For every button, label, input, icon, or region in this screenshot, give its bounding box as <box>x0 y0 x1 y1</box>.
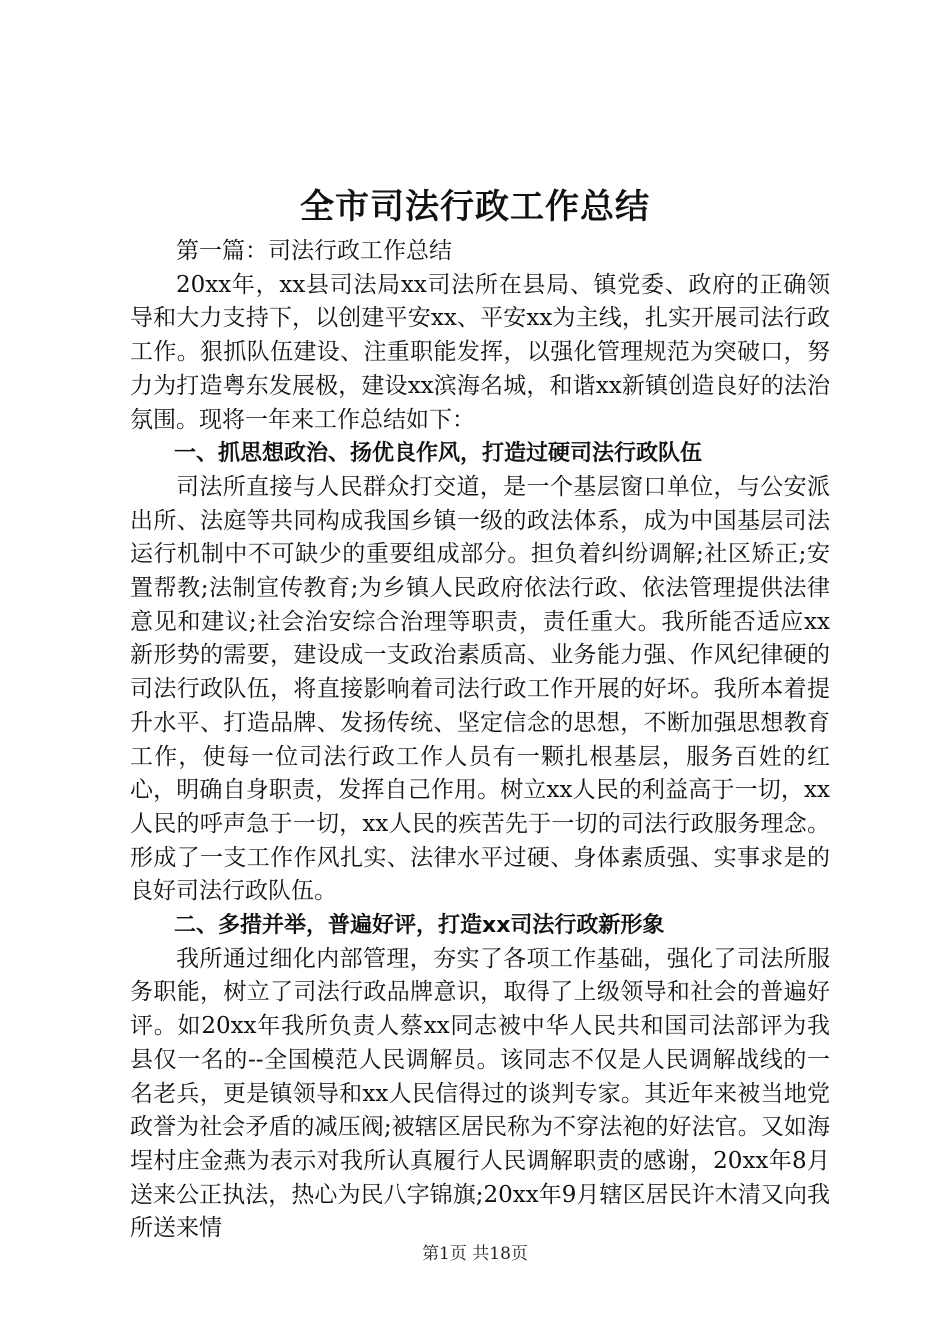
section-heading-2: 二、多措并举，普遍好评，打造xx司法行政新形象 <box>174 913 665 939</box>
intro-paragraph: 20xx年，xx县司法局xx司法所在县局、镇党委、政府的正确领导和大力支持下，以创建平安xx、平安xx为主线，扎实开展司法行政工作。狠抓队伍建设、注重职能发挥，以强化管理规范为突破口，努力为打造粤东发展极，建设xx滨海名城，和谐xx新镇创造良好的法治氛围。现将一年来工作总结如下： <box>130 271 830 433</box>
section-subtitle: 第一篇：司法行政工作总结 <box>176 238 452 264</box>
section-heading-1: 一、抓思想政治、扬优良作风，打造过硬司法行政队伍 <box>174 441 703 467</box>
page-footer: 第1页 共18页 <box>422 1244 528 1264</box>
body-paragraph-1: 司法所直接与人民群众打交道，是一个基层窗口单位，与公安派出所、法庭等共同构成我国乡镇一级的政法体系，成为中国基层司法运行机制中不可缺少的重要组成部分。担负着纠纷调解;社区矫正;安置帮教;法制宣传教育;为乡镇人民政府依法行政、依法管理提供法律意见和建议;社会治安综合治理等职责，责任重大。我所能否适应xx新形势的需要，建设成一支政治素质高、业务能力强、作风纪律硬的司法行政队伍，将直接影响着司法行政工作开展的好坏。我所本着提升水平、打造品牌、发扬传统、坚定信念的思想，不断加强思想教育工作，使每一位司法行政工作人员有一颗扎根基层，服务百姓的红心，明确自身职责，发挥自己作用。树立xx人民的利益高于一切，xx人民的呼声急于一切，xx人民的疾苦先于一切的司法行政服务理念。形成了一支工作作风扎实、法律水平过硬、身体素质强、实事求是的良好司法行政队伍。 <box>130 473 830 905</box>
document-title: 全市司法行政工作总结 <box>300 187 650 227</box>
document-body <box>130 235 830 1246</box>
body-paragraph-2: 我所通过细化内部管理，夯实了各项工作基础，强化了司法所服务职能，树立了司法行政品牌意识，取得了上级领导和社会的普遍好评。如20xx年我所负责人蔡xx同志被中华人民共和国司法部评为我县仅一名的--全国模范人民调解员。该同志不仅是人民调解战线的一名老兵，更是镇领导和xx人民信得过的谈判专家。其近年来被当地党政誉为社会矛盾的减压阀;被辖区居民称为不穿法袍的好法官。又如海埕村庄金燕为表示对我所认真履行人民调解职责的感谢，20xx年8月送来公正执法，热心为民八字锦旗;20xx年9月辖区居民许木清又向我所送来情 <box>130 945 830 1242</box>
